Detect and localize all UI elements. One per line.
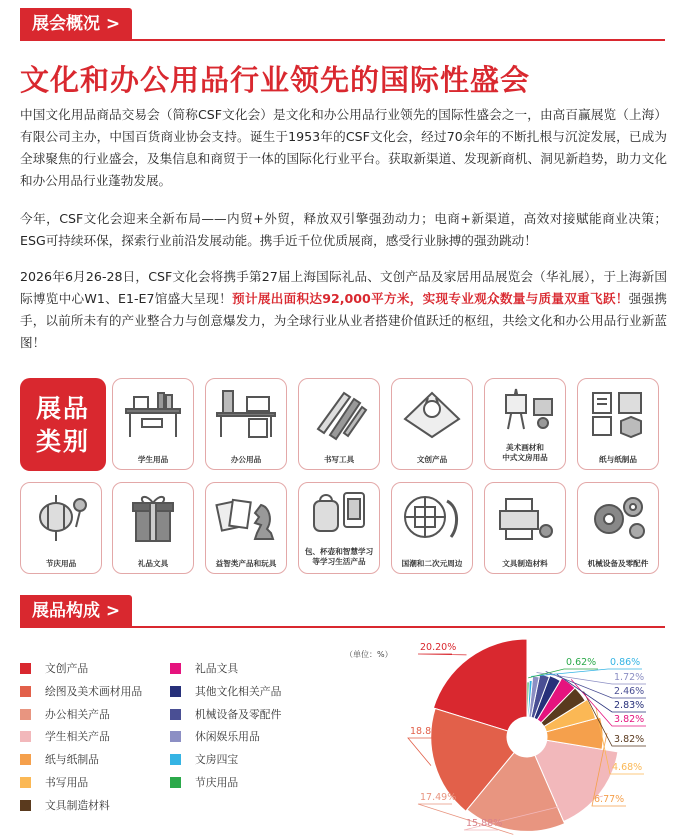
categories-heading-line1: 展品 <box>35 393 90 423</box>
legend-label: 礼品文具 <box>195 662 239 675</box>
slice-value-label: 15.88% <box>466 818 503 829</box>
slice-value-label: 1.72% <box>614 672 645 683</box>
intro-paragraph-2: 今年，CSF文化会迎来全新布局——内贸+外贸，释放双引擎强劲动力；电商+新渠道，高效对接赋能商业决策；ESG可持续环保，探索行业前沿发展动能。携手近千位优质展商，感受行业脉搏的强劲跳动！ <box>20 211 667 248</box>
category-label: 文创产品 <box>416 455 448 464</box>
slice-value-label: 2.46% <box>614 686 645 697</box>
legend-label: 纸与纸制品 <box>45 753 99 767</box>
page-title: 文化和办公用品行业领先的国际性盛会 <box>20 63 531 97</box>
category-label: 书写工具 <box>323 455 355 464</box>
legend-label: 文房四宝 <box>195 753 239 767</box>
legend-label: 绘图及美术画材用品 <box>45 684 143 698</box>
category-label: 节庆用品 <box>45 559 77 568</box>
legend-label: 其他文化相关产品 <box>195 684 282 698</box>
category-label: 国潮和二次元周边 <box>401 559 463 568</box>
category-label: 美术画材和 中式文房用品 <box>502 443 548 462</box>
intro-paragraph-3-highlight: 预计展出面积达92,000平方米，实现专业观众数量与质量双重飞跃！ <box>232 291 629 306</box>
slice-value-label: 3.82% <box>614 714 645 725</box>
section-tab-composition: 展品构成 > <box>20 595 132 628</box>
slice-value-label: 20.20% <box>420 642 457 653</box>
category-label: 礼品文具 <box>137 559 169 568</box>
category-label: 文具制造材料 <box>502 559 548 568</box>
category-label: 包、杯壶和智慧学习 等学习生活产品 <box>304 547 374 566</box>
legend-label: 节庆用品 <box>195 776 239 789</box>
legend-label: 文具制造材料 <box>45 798 110 812</box>
slice-value-label: 6.77% <box>594 794 625 805</box>
intro-paragraph-3-a: 2026年6月26-28日，CSF文化会将携手第27届上海国际礼品、文创产品及家居用品展览会（华礼展），于上海新国际博览中心W1、E1-E7馆盛大呈现！ <box>20 269 667 306</box>
legend-label: 休闲娱乐用品 <box>195 730 260 744</box>
legend-label: 书写用品 <box>45 776 89 789</box>
category-label: 益智类产品和玩具 <box>215 559 277 568</box>
slice-value-label: 17.49% <box>420 792 457 803</box>
intro-paragraph-3-b: 强强携手，以前所未有的产业整合力与创意爆发力，为全球行业从业者搭建价值跃迁的枢纽，共绘文化和办公用品行业新蓝图！ <box>20 291 668 350</box>
section-tab-overview: 展会概况 > <box>20 8 132 41</box>
legend-label: 学生相关产品 <box>45 730 110 744</box>
slice-value-label: 0.86% <box>610 657 641 668</box>
slice-value-label: 18.81% <box>410 726 447 737</box>
slice-value-label: 4.68% <box>612 762 643 773</box>
category-label: 机械设备及零配件 <box>587 559 649 568</box>
slice-leader-line <box>418 654 467 655</box>
chart-unit-label: （单位：%） <box>345 650 393 659</box>
category-label: 纸与纸制品 <box>599 455 637 464</box>
legend-label: 办公相关产品 <box>45 707 110 721</box>
intro-paragraph-1: 中国文化用品商品交易会（简称CSF文化会）是文化和办公用品行业领先的国际性盛会之一，由高百赢展览（上海）有限公司主办，中国百货商业协会支持。诞生于1953年的CSF文化会，经过70余年的不断扎根与沉淀发展，已成为全球聚焦的行业盛会，及集信息和商贸于一体的国际化行业平台。获取新渠道、发现新商机、洞见新趋势，助力文化和办公用品行业蓬勃发展。 <box>20 107 667 188</box>
legend-label: 文创产品 <box>45 662 89 675</box>
slice-value-label: 3.82% <box>614 734 645 745</box>
legend-label: 机械设备及零配件 <box>195 707 282 721</box>
category-label: 办公用品 <box>230 455 262 464</box>
category-label: 学生用品 <box>137 455 169 464</box>
slice-value-label: 2.83% <box>614 700 645 711</box>
categories-heading-line2: 类别 <box>35 426 90 456</box>
slice-value-label: 0.62% <box>566 657 597 668</box>
